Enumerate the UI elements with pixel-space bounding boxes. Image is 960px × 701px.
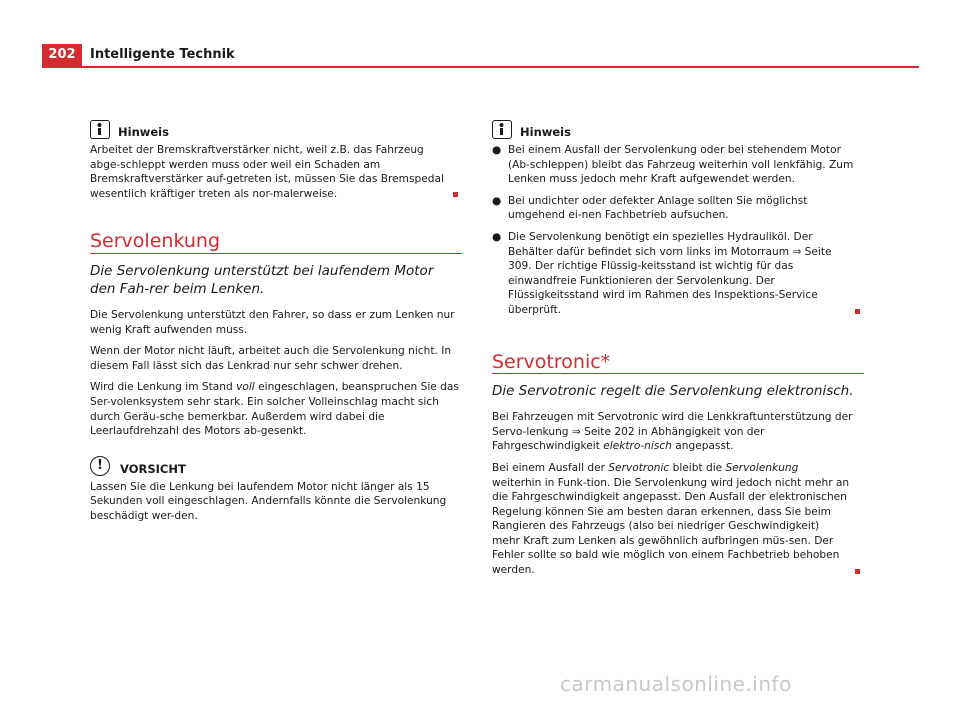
heading-servotronic: Servotronic* bbox=[492, 355, 864, 375]
right-column bbox=[492, 120, 864, 585]
hint-label: Hinweis bbox=[118, 125, 169, 139]
caution-text: Lassen Sie die Lenkung bei laufendem Motor nicht länger als 15 Sekunden voll eingeschlagen. Andernfalls könnte die Servolenkung beschädigt wer-den. bbox=[90, 480, 447, 522]
list-item: ● Bei undichter oder defekter Anlage sollten Sie möglichst umgehend ei-nen Fachbetrieb aufsuchen. bbox=[492, 194, 808, 222]
paragraph: Die Servolenkung unterstützt den Fahrer, so dass er zum Lenken nur wenig Kraft aufwenden muss. bbox=[90, 308, 455, 336]
subtitle-servolenkung: Die Servolenkung unterstützt bei laufendem Motor den Fah-rer beim Lenken. bbox=[90, 262, 434, 297]
subtitle-servotronic: Die Servotronic regelt die Servolenkung elektronisch. bbox=[492, 383, 854, 400]
hint-list bbox=[492, 143, 864, 318]
end-of-section-mark bbox=[855, 309, 860, 314]
paragraph: Wenn der Motor nicht läuft, arbeitet auch die Servolenkung nicht. In diesem Fall lässt sich das Lenkrad nur sehr schwer drehen. bbox=[90, 345, 452, 372]
hint-box bbox=[90, 120, 462, 201]
watermark: carmanualsonline.info bbox=[560, 672, 792, 696]
paragraph: Bei einem Ausfall der Servotronic bleibt die Servolenkung weiterhin in Funk-tion. Die Servolenkung wird jedoch nicht mehr an die Fahrgeschwindigkeit angepasst. Den Ausfall der elektronischen Regelung können Sie am besten daran erkennen, dass Sie beim Rangieren des Fahrzeugs (also bei niedriger Geschwindigkeit) mehr Kraft zum Lenken als gewöhnlich aufbringen müs-sen. Der Fehler sollte so bald wie möglich von einem Fachbetrieb behoben werden. bbox=[492, 461, 850, 577]
paragraph: Bei Fahrzeugen mit Servotronic wird die Lenkkraftunterstützung der Servo-lenkung ⇒ Seite 202 in Abhängigkeit von der Fahrgeschwindigkeit elektro-nisch angepasst. bbox=[492, 411, 853, 453]
end-of-section-mark bbox=[453, 192, 458, 197]
hint-text: Arbeitet der Bremskraftverstärker nicht, weil z.B. das Fahrzeug abge-schleppt werden muss oder weil ein Schaden am Bremskraftverstärker auf-getreten ist, müssen Sie das Bremspedal wesentlich kräftiger treten als nor-malerweise. bbox=[90, 144, 444, 200]
paragraph: Wird die Lenkung im Stand voll eingeschlagen, beanspruchen Sie das Ser-volenksystem sehr stark. Ein solcher Volleinschlag macht sich durch Geräu-sche bemerkbar. Außerdem wird dabei die Leerlaufdrehzahl des Motors ab-gesenkt. bbox=[90, 381, 459, 438]
list-item: ● Die Servolenkung benötigt ein spezielles Hydrauliköl. Der Behälter dafür befindet sich vorn links im Motorraum ⇒ Seite 309. Der richtige Flüssig-keitsstand ist wichtig für das einwandfreie Funktionieren der Servolenkung. Der Flüssigkeitsstand wird im Rahmen des Inspektions-Service überprüft. bbox=[492, 230, 832, 316]
end-of-section-mark bbox=[855, 569, 860, 574]
heading-servolenkung: Servolenkung bbox=[90, 234, 462, 254]
left-column bbox=[90, 120, 462, 531]
info-icon bbox=[492, 120, 512, 139]
header-rule bbox=[42, 66, 919, 68]
section-title: Intelligente Technik bbox=[90, 47, 235, 62]
caution-label: VORSICHT bbox=[120, 461, 186, 476]
page-number: 202 bbox=[42, 44, 82, 66]
warning-icon: ! bbox=[90, 456, 110, 476]
hint-label: Hinweis bbox=[520, 125, 571, 139]
list-item: ● Bei einem Ausfall der Servolenkung oder bei stehendem Motor (Ab-schleppen) bleibt das Fahrzeug weiterhin voll lenkfähig. Zum Lenken muss jedoch mehr Kraft aufgewendet werden. bbox=[492, 144, 854, 186]
info-icon bbox=[90, 120, 110, 139]
caution-box bbox=[90, 456, 462, 524]
hint-box bbox=[492, 120, 864, 318]
